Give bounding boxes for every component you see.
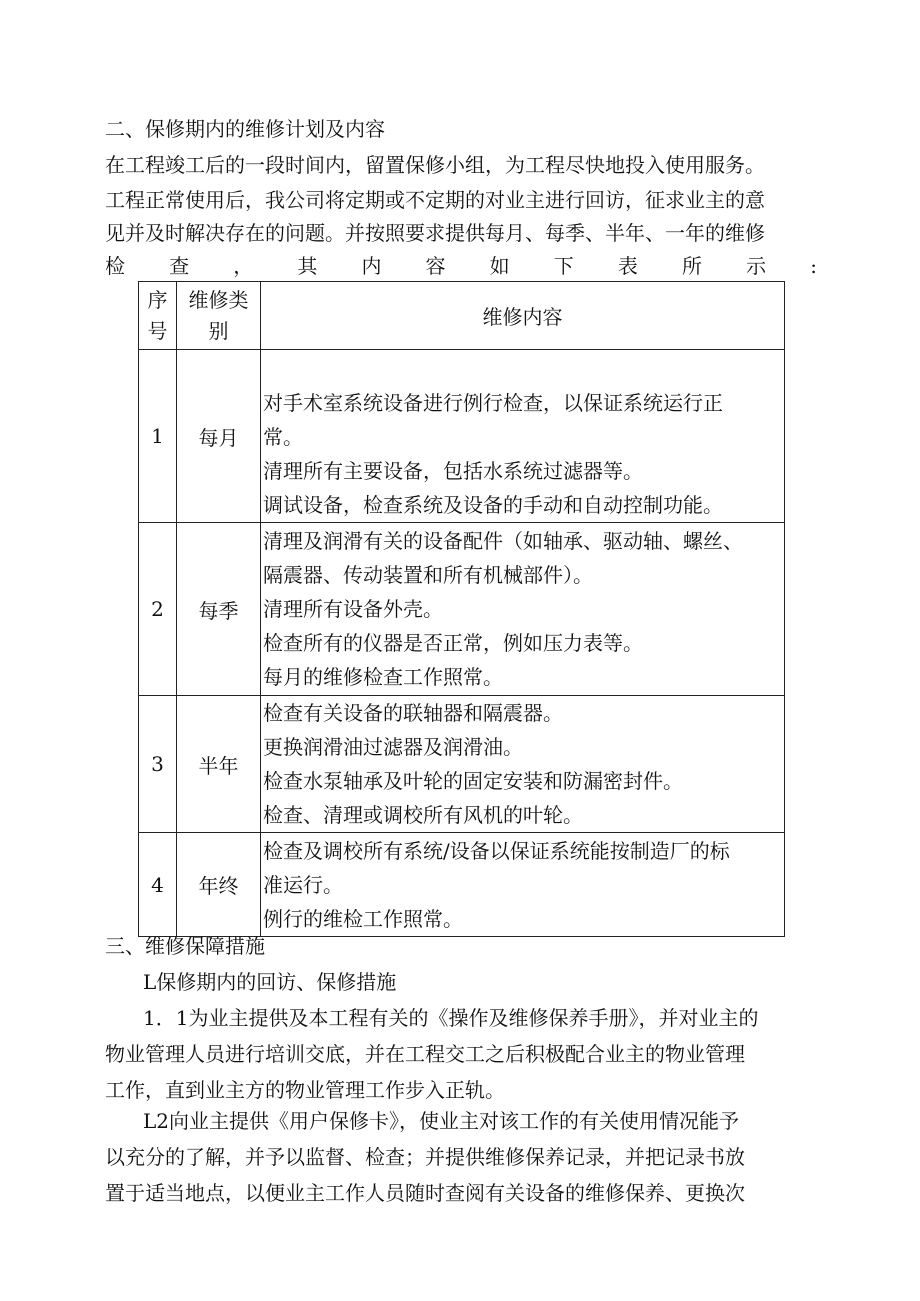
para1-line: 物业管理人员进行培训交底，并在工程交工之后积极配合业主的物业管理 bbox=[105, 1042, 745, 1066]
header-seq-line1: 序 bbox=[147, 287, 168, 312]
header-type-line2: 别 bbox=[208, 318, 229, 343]
table-header-row bbox=[139, 282, 785, 350]
justified-char: ， bbox=[233, 254, 254, 278]
row-content-line: 清理所有设备外壳。 bbox=[263, 597, 443, 621]
table-row bbox=[139, 523, 785, 696]
para2-line: 以充分的了解，并予以监督、检查；并提供维修保养记录，并把记录书放 bbox=[105, 1145, 745, 1169]
intro-line-2: 工程正常使用后，我公司将定期或不定期的对业主进行回访，征求业主的意 bbox=[105, 188, 765, 212]
maintenance-table bbox=[138, 281, 785, 937]
row-content-line: 清理所有主要设备，包括水系统过滤器等。 bbox=[263, 459, 643, 483]
justified-char: 查 bbox=[169, 254, 190, 278]
row-seq: 3 bbox=[139, 696, 177, 833]
table-row bbox=[139, 350, 785, 523]
row-seq: 2 bbox=[139, 523, 177, 696]
row-type: 半年 bbox=[177, 696, 261, 833]
row-type: 每季 bbox=[177, 523, 261, 696]
justified-char: 检 bbox=[105, 254, 125, 278]
table-row bbox=[139, 833, 785, 937]
justified-char: 示 bbox=[746, 254, 767, 278]
row-seq: 1 bbox=[139, 350, 177, 523]
row-content-line: 例行的维检工作照常。 bbox=[263, 906, 463, 931]
row-content-line: 检查有关设备的联轴器和隔震器。 bbox=[263, 701, 563, 725]
header-type bbox=[177, 282, 261, 350]
paragraph-1 bbox=[105, 1000, 820, 1108]
justified-char: 内 bbox=[361, 254, 382, 278]
section2-heading: 二、保修期内的维修计划及内容 bbox=[105, 117, 385, 141]
intro-line-3: 见并及时解决存在的问题。并按照要求提供每月、每季、半年、一年的维修 bbox=[105, 221, 765, 245]
header-seq-line2: 号 bbox=[147, 318, 168, 343]
justified-char: 下 bbox=[553, 254, 574, 278]
para1-line: 工作，直到业主方的物业管理工作步入正轨。 bbox=[105, 1078, 505, 1102]
header-seq bbox=[139, 282, 177, 350]
row-seq: 4 bbox=[139, 833, 177, 937]
row-content-line: 准运行。 bbox=[263, 872, 343, 897]
row-content bbox=[261, 350, 785, 523]
intro-line-1: 在工程竣工后的一段时间内，留置保修小组，为工程尽快地投入使用服务。 bbox=[105, 153, 765, 177]
row-content bbox=[261, 523, 785, 696]
row-type: 年终 bbox=[177, 833, 261, 937]
justified-char: : bbox=[810, 254, 817, 278]
para2-line: L2向业主提供《用户保修卡》，使业主对该工作的有关使用情况能予 bbox=[143, 1109, 740, 1133]
para2-line: 置于适当地点，以便业主工作人员随时查阅有关设备的维修保养、更换次 bbox=[105, 1181, 745, 1205]
row-content-line: 每月的维修检查工作照常。 bbox=[263, 665, 503, 689]
para1-line: 1．1为业主提供及本工程有关的《操作及维修保养手册》，并对业主的 bbox=[143, 1006, 759, 1030]
row-type: 每月 bbox=[177, 350, 261, 523]
row-content-line: 调试设备，检查系统及设备的手动和自动控制功能。 bbox=[263, 493, 723, 517]
row-content-line: 检查及调校所有系统/设备以保证系统能按制造厂的标 bbox=[263, 838, 730, 863]
row-content-line: 对手术室系统设备进行例行检查，以保证系统运行正 bbox=[263, 391, 723, 415]
row-content-line: 检查水泵轴承及叶轮的固定安装和防漏密封件。 bbox=[263, 769, 683, 793]
row-content bbox=[261, 833, 785, 937]
justified-char: 容 bbox=[425, 254, 446, 278]
row-content bbox=[261, 696, 785, 833]
header-content: 维修内容 bbox=[261, 282, 785, 350]
row-content-line: 检查、清理或调校所有风机的叶轮。 bbox=[263, 803, 583, 827]
section3-heading: 三、维修保障措施 bbox=[105, 934, 265, 958]
row-content-line: 常。 bbox=[263, 425, 303, 449]
table-row bbox=[139, 696, 785, 833]
justified-char: 所 bbox=[681, 254, 702, 278]
section3-subheading: L保修期内的回访、保修措施 bbox=[143, 970, 397, 994]
header-type-line1: 维修类 bbox=[188, 287, 249, 312]
paragraph-2 bbox=[105, 1103, 820, 1211]
row-content-line: 清理及润滑有关的设备配件（如轴承、驱动轴、螺丝、 bbox=[263, 529, 743, 553]
intro-line-justified bbox=[105, 252, 817, 280]
row-content-line: 隔震器、传动装置和所有机械部件）。 bbox=[263, 563, 593, 587]
row-content-line: 检查所有的仪器是否正常，例如压力表等。 bbox=[263, 631, 643, 655]
justified-char: 如 bbox=[489, 254, 510, 278]
justified-char: 表 bbox=[617, 254, 638, 278]
row-content-line: 更换润滑油过滤器及润滑油。 bbox=[263, 735, 523, 759]
justified-char: 其 bbox=[297, 254, 318, 278]
